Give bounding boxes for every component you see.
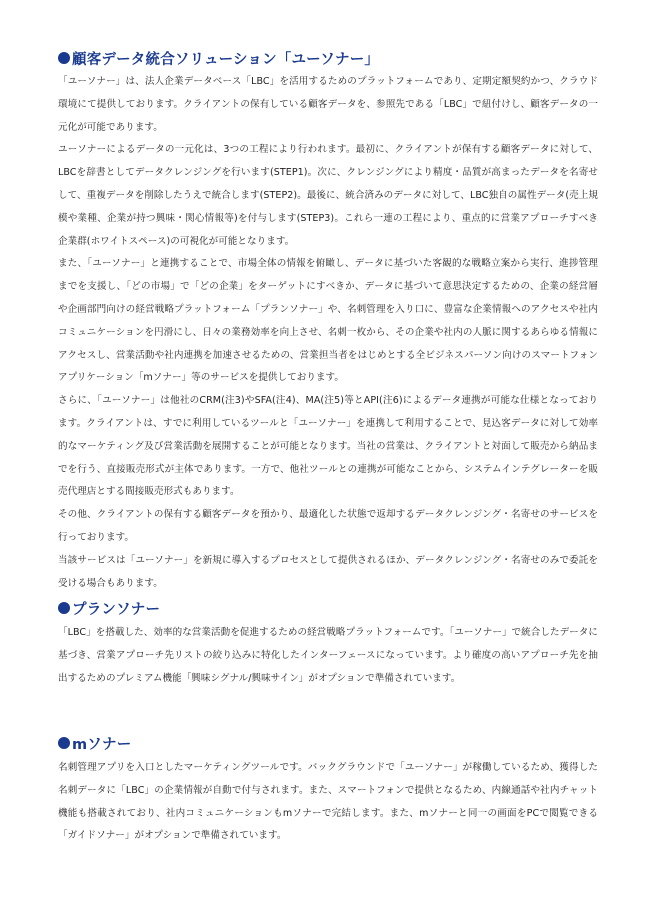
section-title: mソナー	[72, 736, 132, 753]
bullet-circle-icon	[58, 737, 70, 749]
paragraph: 名刺管理アプリを入口としたマーケティングツールです。バックグラウンドで「ユーソナー」が稼働しているため、獲得した名刺データに「LBC」の企業情報が自動で付与されます。また、スマートフォンで提供となるため、内線通話や社内チャット機能も搭載されており、社内コミュニケーションもmソナーで完結します。また、mソナーと同一の画面をPCで閲覧できる「ガイドソナー」がオプションで準備されています。	[58, 762, 598, 842]
section-msonar	[58, 731, 598, 848]
section-usonar	[58, 46, 598, 595]
section-heading	[58, 731, 598, 755]
bullet-circle-icon	[58, 52, 70, 64]
section-heading	[58, 46, 598, 70]
section-plansonar	[58, 596, 598, 690]
paragraph: さらに、「ユーソナー」は他社のCRM(注3)やSFA(注4)、MA(注5)等とAPI(注6)によるデータ連携が可能な仕様となっております。クライアントは、すでに利用しているツールと「ユーソナー」を連携して利用することで、見込客データに対して効率的なマーケティング及び営業活動を展開することが可能となります。当社の営業は、クライアントと対面して販売から納品までを行う、直接販売形式が主体であります。一方で、他社ツールとの連携が可能なことから、システムインテグレーターを販売代理店とする間接販売形式もあります。	[58, 395, 598, 498]
paragraph: 「ユーソナー」は、法人企業データベース「LBC」を活用するためのプラットフォームであり、定期定額契約かつ、クラウド環境にて提供しております。クライアントの保有している顧客データを、参照先である「LBC」で紐付けし、顧客データの一元化が可能であります。	[58, 76, 598, 133]
paragraph: ユーソナーによるデータの一元化は、3つの工程により行われます。最初に、クライアントが保有する顧客データに対して、LBCを辞書としてデータクレンジングを行います(STEP1)。次に、クレンジングにより精度・品質が高まったデータを名寄せして、重複データを削除したうえで統合します(STEP2)。最後に、統合済みのデータに対して、LBC独自の属性データ(売上規模や業種、企業が持つ興味・関心情報等)を付与します(STEP3)。これら一連の工程により、重点的に営業アプローチすべき企業群(ホワイトスペース)の可視化が可能となります。	[58, 144, 598, 247]
section-title: プランソナー	[72, 601, 161, 618]
bullet-circle-icon	[58, 602, 70, 614]
paragraph: また、「ユーソナー」と連携することで、市場全体の情報を俯瞰し、データに基づいた客観的な戦略立案から実行、進捗管理までを支援し、「どの市場」で「どの企業」をターゲットにすべきか、データに基づいて意思決定するための、企業の経営層や企画部門向けの経営戦略プラットフォーム「プランソナー」や、名刺管理を入り口に、豊富な企業情報へのアクセスや社内コミュニケーションを円滑にし、日々の業務効率を向上させ、名刺一枚から、その企業や社内の人脈に関するあらゆる情報にアクセスし、営業活動や社内連携を加速させるための、営業担当者をはじめとする全ビジネスパーソン向けのスマートフォンアプリケーション「mソナー」等のサービスを提供しております。	[58, 258, 598, 384]
paragraph: 当該サービスは「ユーソナー」を新規に導入するプロセスとして提供されるほか、データクレンジング・名寄せのみで委託を受ける場合もあります。	[58, 554, 598, 589]
document-page	[58, 38, 598, 842]
paragraph: 「LBC」を搭載した、効率的な営業活動を促進するための経営戦略プラットフォームです。「ユーソナー」で統合したデータに基づき、営業アプローチ先リストの絞り込みに特化したインターフェースになっています。より確度の高いアプローチ先を抽出するためのプレミアム機能「興味シグナル/興味サイン」がオプションで準備されています。	[58, 627, 598, 684]
section-heading	[58, 596, 598, 620]
section-title: 顧客データ統合ソリューション「ユーソナー」	[72, 51, 380, 68]
paragraph: その他、クライアントの保有する顧客データを預かり、最適化した状態で返却するデータクレンジング・名寄せのサービスを行っております。	[58, 509, 598, 543]
